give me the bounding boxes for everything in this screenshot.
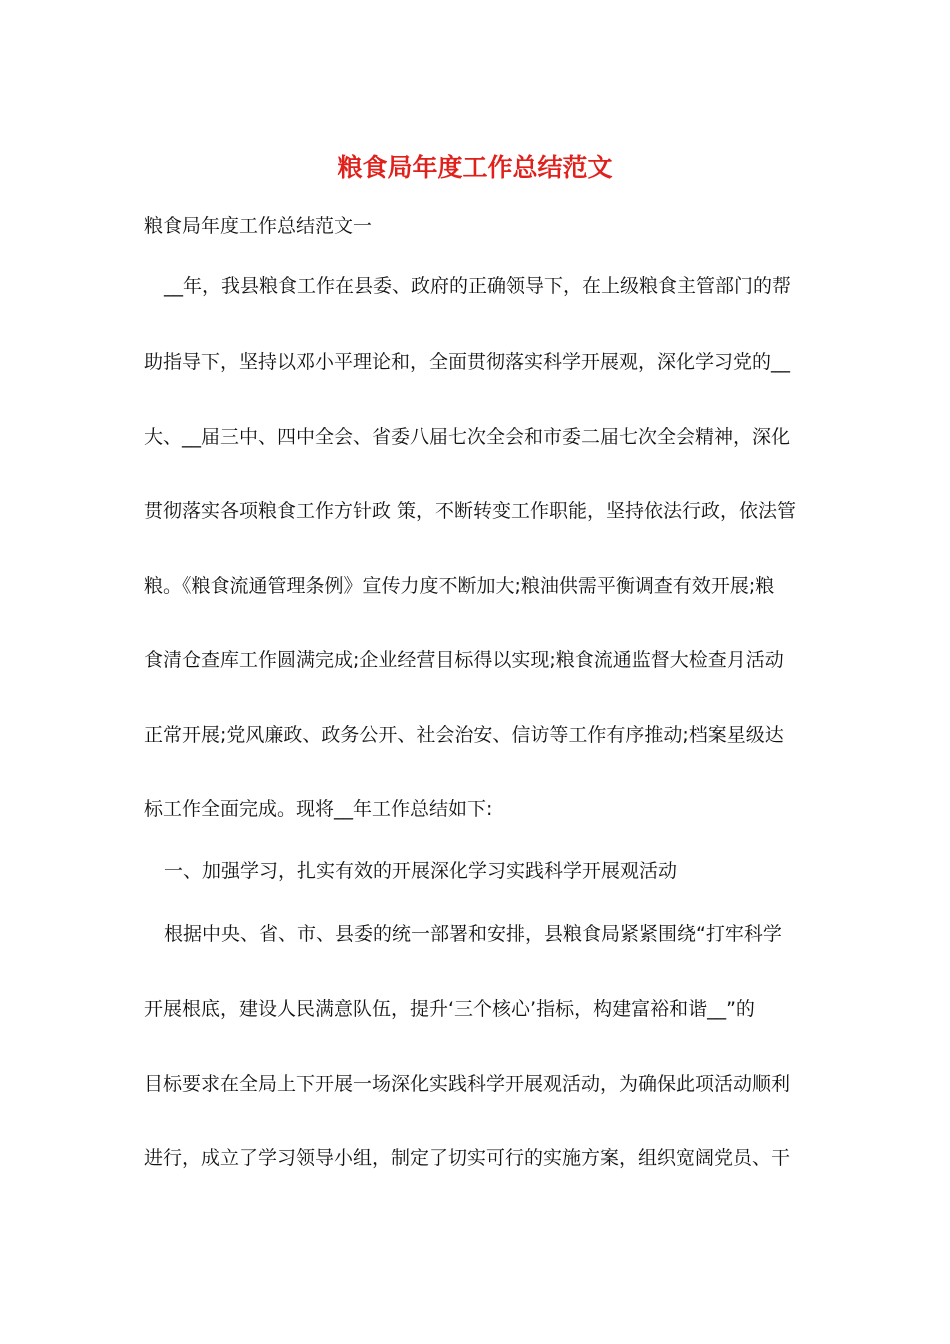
section-heading: 一、加强学习，扎实有效的开展深化学习实践科学开展观活动 xyxy=(164,860,678,882)
paragraph-line: 进行，成立了学习领导小组，制定了切实可行的实施方案，组织宽阔党员、干 xyxy=(144,1147,791,1169)
paragraph-line: 开展根底，建设人民满意队伍，提升‘三个核心’指标，构建富裕和谐__”的 xyxy=(144,998,755,1020)
paragraph-line: 贯彻落实各项粮食工作方针政 策，不断转变工作职能，坚持依法行政，依法管 xyxy=(144,500,797,522)
paragraph-line: __年，我县粮食工作在县委、政府的正确领导下，在上级粮食主管部门的帮 xyxy=(164,275,792,297)
paragraph-line: 大、__届三中、四中全会、省委八届七次全会和市委二届七次全会精神，深化 xyxy=(144,426,791,448)
paragraph-line: 根据中央、省、市、县委的统一部署和安排，县粮食局紧紧围绕“打牢科学 xyxy=(164,923,782,945)
document-subtitle: 粮食局年度工作总结范文一 xyxy=(144,215,373,237)
paragraph-line: 食清仓查库工作圆满完成;企业经营目标得以实现;粮食流通监督大检查月活动 xyxy=(144,649,784,671)
paragraph-line: 粮。《粮食流通管理条例》宣传力度不断加大;粮油供需平衡调查有效开展;粮 xyxy=(144,575,775,597)
paragraph-line: 标工作全面完成。现将__年工作总结如下: xyxy=(144,798,493,820)
document-title: 粮食局年度工作总结范文 xyxy=(337,153,613,182)
paragraph-line: 助指导下，坚持以邓小平理论和，全面贯彻落实科学开展观，深化学习党的__ xyxy=(144,351,791,373)
paragraph-line: 目标要求在全局上下开展一场深化实践科学开展观活动，为确保此项活动顺利 xyxy=(144,1073,791,1095)
paragraph-line: 正常开展;党风廉政、政务公开、社会治安、信访等工作有序推动;档案星级达 xyxy=(144,724,784,746)
